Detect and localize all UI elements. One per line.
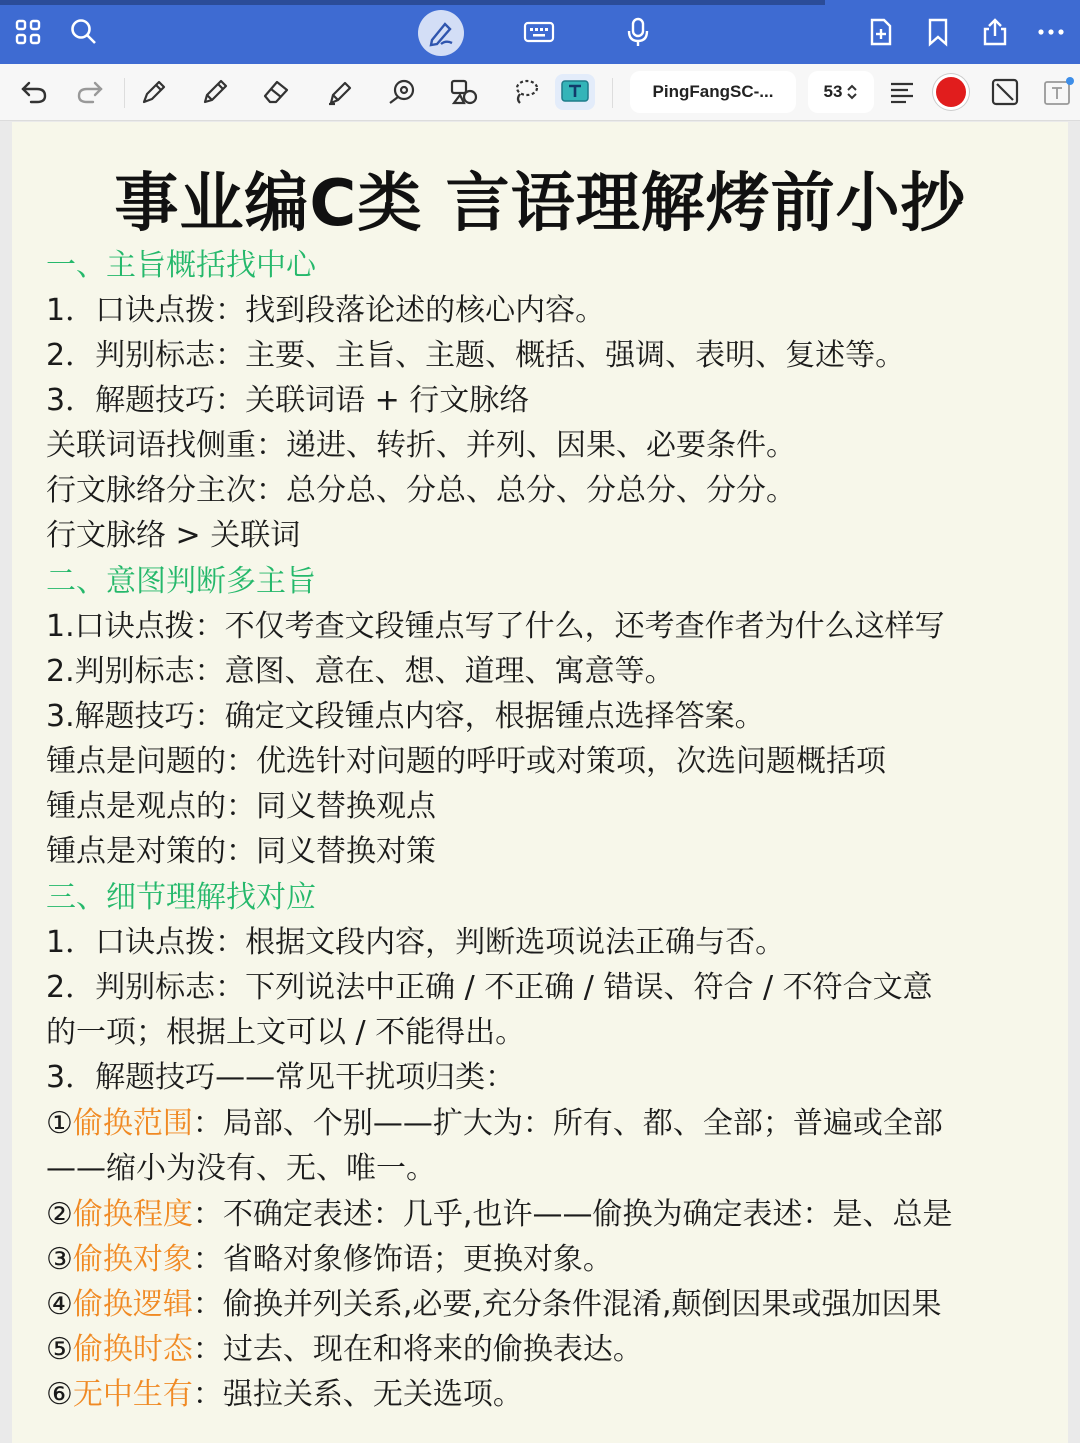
item-text: ：偷换并列关系,必要,充分条件混淆,颠倒因果或强加因果 — [192, 1287, 942, 1322]
undo-icon[interactable] — [16, 74, 52, 110]
item-text: ：过去、现在和将来的偷换表达。 — [192, 1332, 643, 1367]
share-icon[interactable] — [977, 14, 1013, 50]
item-text: ：局部、个别——扩大为：所有、都、全部；普遍或全部 — [192, 1106, 943, 1141]
note-line: 2．判别标志：下列说法中正确 / 不正确 / 错误、符合 / 不符合文意 — [46, 970, 933, 1005]
item-text: ：不确定表述：几乎,也许——偷换为确定表述：是、总是 — [192, 1197, 953, 1232]
bookmark-icon[interactable] — [920, 14, 956, 50]
distractor-item — [46, 1285, 942, 1325]
text-tool-button[interactable] — [555, 74, 595, 110]
pen-color-swatch[interactable] — [936, 77, 966, 107]
shape-tool-icon[interactable] — [384, 74, 420, 110]
note-line: 关联词语找侧重：递进、转折、并列、因果、必要条件。 — [46, 428, 796, 463]
pencil-tool-icon[interactable] — [197, 74, 233, 110]
chevron-up-down-icon — [846, 83, 858, 101]
note-line: 1．口诀点拨：根据文段内容，判断选项说法正确与否。 — [46, 925, 786, 960]
note-line: 3．解题技巧：关联词语 + 行文脉络 — [46, 383, 530, 418]
note-line: 1．口诀点拨：找到段落论述的核心内容。 — [46, 293, 606, 328]
item-keyword: 偷换时态 — [72, 1332, 193, 1367]
eraser-tool-icon[interactable] — [258, 74, 294, 110]
pen-mode-button[interactable] — [418, 10, 464, 56]
lasso-tool-icon[interactable] — [508, 74, 544, 110]
keyboard-icon[interactable] — [521, 14, 557, 50]
font-size-select[interactable] — [808, 71, 874, 113]
distractor-item — [46, 1330, 643, 1370]
grid-icon[interactable] — [10, 14, 46, 50]
align-left-icon[interactable] — [884, 74, 920, 110]
item-keyword: 无中生有 — [72, 1377, 193, 1412]
top-app-bar — [0, 0, 1080, 64]
distractor-item — [46, 1240, 613, 1280]
distractor-item — [46, 1104, 943, 1144]
note-line: 锺点是对策的：同义替换对策 — [46, 834, 436, 869]
section-heading: 三、细节理解找对应 — [46, 880, 316, 915]
item-text: ：省略对象修饰语；更换对象。 — [192, 1242, 613, 1277]
note-line: 锺点是问题的：优选针对问题的呼吁或对策项，次选问题概括项 — [46, 744, 886, 779]
item-number: ④ — [46, 1287, 73, 1322]
note-title: 事业编C类 言语理解烤前小抄 — [114, 167, 966, 241]
note-line: 的一项；根据上文可以 / 不能得出。 — [46, 1015, 526, 1050]
element-tool-icon[interactable] — [446, 74, 482, 110]
item-number: ③ — [46, 1242, 73, 1277]
text-background-icon[interactable] — [987, 74, 1023, 110]
item-keyword: 偷换逻辑 — [72, 1287, 193, 1322]
item-number: ⑥ — [46, 1377, 73, 1412]
distractor-item-continued: ——缩小为没有、无、唯一。 — [46, 1151, 436, 1186]
font-family-select[interactable]: PingFangSC-... — [630, 71, 796, 113]
item-keyword: 偷换范围 — [72, 1106, 193, 1141]
note-line: 2.判别标志：意图、意在、想、道理、寓意等。 — [46, 654, 675, 689]
add-page-icon[interactable] — [863, 14, 899, 50]
note-page[interactable] — [12, 122, 1068, 1443]
item-number: ① — [46, 1106, 73, 1141]
pen-mode-icon — [426, 18, 456, 48]
font-size-value: 53 — [823, 82, 843, 101]
distractor-item — [46, 1195, 952, 1235]
section-heading: 二、意图判断多主旨 — [46, 564, 316, 599]
tools-toolbar — [0, 64, 1080, 121]
microphone-icon[interactable] — [620, 14, 656, 50]
note-line: 行文脉络分主次：总分总、分总、总分、分总分、分分。 — [46, 473, 796, 508]
note-line: 1.口诀点拨：不仅考查文段锺点写了什么，还考查作者为什么这样写 — [46, 609, 945, 644]
redo-icon[interactable] — [72, 74, 108, 110]
item-keyword: 偷换对象 — [72, 1242, 193, 1277]
pen-tool-icon[interactable] — [136, 74, 172, 110]
status-strip — [0, 0, 825, 5]
note-line: 锺点是观点的：同义替换观点 — [46, 789, 436, 824]
text-box-icon — [560, 79, 590, 105]
toolbar-divider — [124, 78, 125, 108]
note-line: 3.解题技巧：确定文段锺点内容，根据锺点选择答案。 — [46, 699, 765, 734]
distractor-item — [46, 1375, 523, 1415]
more-icon[interactable] — [1033, 14, 1069, 50]
highlighter-tool-icon[interactable] — [322, 74, 358, 110]
toolbar-divider — [612, 78, 613, 108]
section-heading: 一、主旨概括找中心 — [46, 248, 316, 283]
item-keyword: 偷换程度 — [72, 1197, 193, 1232]
note-line: 3．解题技巧——常见干扰项归类： — [46, 1060, 516, 1095]
item-number: ② — [46, 1197, 73, 1232]
item-text: ：强拉关系、无关选项。 — [192, 1377, 523, 1412]
note-line: 行文脉络 > 关联词 — [46, 518, 301, 553]
note-line: 2．判别标志：主要、主旨、主题、概括、强调、表明、复述等。 — [46, 338, 906, 373]
item-number: ⑤ — [46, 1332, 73, 1367]
text-format-icon[interactable] — [1040, 74, 1076, 110]
search-icon[interactable] — [66, 14, 102, 50]
